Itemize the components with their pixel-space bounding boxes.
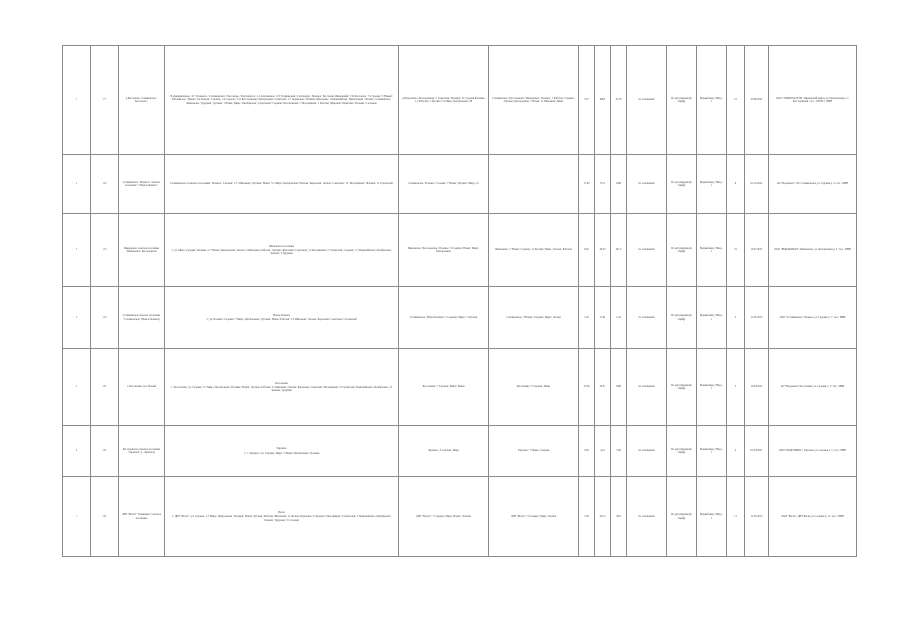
count-cell: 3	[727, 349, 745, 426]
address-list	[165, 214, 399, 287]
address-list-title: Ивановское поселение	[269, 244, 294, 248]
owner-cell: ДНТ "Весна" ¦ 7 Садовая ¦ Мира ¦ Новая ¦ Луговая	[399, 477, 489, 557]
value-3: 7,48	[611, 426, 627, 477]
address-cell: Сотниковское ¦ Бессоновское ¦ Ивановское ¦ Полевое ¦ 7 Рабочая ¦ Садовая ¦ Луговая ¦ Центральная ¦ 7 Новая ¦ 11 Школьная ¦ Мира	[489, 46, 579, 155]
settlement-name: Сотниковское сельское поселение "Сотниковское" (Новое Полевое)	[119, 287, 165, 349]
value-3: 1960	[611, 349, 627, 426]
value-2: 20,57	[595, 349, 611, 426]
value-1: 11,6	[579, 287, 595, 349]
owner-cell: Сотниковское ¦ Полевое ¦ Садовая ¦ 7 Новая ¦ Луговая ¦ Мира ¦ 21	[399, 155, 489, 214]
row-number: 7	[63, 477, 91, 557]
address-cell: Заречное ¦ 7 Новая ¦ Садовая	[489, 426, 579, 477]
kind-cell: Водный ввод ¦ Ввод - 1	[697, 287, 727, 349]
organization-cell: ООО "Весна", ДНТ Весна, ул. Садовая д. 11 ¦ тел. ¦ ИНН	[769, 477, 857, 557]
table-row	[63, 477, 857, 557]
count-cell: 21	[727, 46, 745, 155]
register-table	[62, 45, 857, 557]
date-cell: 10.07.2015	[745, 214, 769, 287]
value-3: 20,9	[611, 477, 627, 557]
registry-number: 365	[91, 349, 119, 426]
address-list-text: 1 ¦ Бессоновка ¦ ул. Садовая ¦ 5-7 Мира ¦ Центральная ¦ Полевая ¦ Новая ¦ Луговая ¦ Рабочая ¦ 11 Школьная ¦ Лесная ¦ Березовая ¦ Советская ¦ Молодёжная ¦ 3 Строителей ¦ Первомайская ¦ Октябрьская ¦ 15 Зеленая ¦ Трудовая	[170, 385, 393, 393]
settlement-name: Бессоновское сельское поселение "Заречное" (с. Заречное)	[119, 426, 165, 477]
tariff-cell: По регулируемому тарифу	[667, 214, 697, 287]
date-cell: 25.06.2022	[745, 46, 769, 155]
count-cell: 11	[727, 477, 745, 557]
value-2: 97,4	[595, 155, 611, 214]
address-cell: ДНТ "Весна" ¦ 5 Садовая ¦ Мира ¦ Лесная	[489, 477, 579, 557]
status-cell: по отношению	[627, 46, 667, 155]
address-list-text: 5 ¦ ул. Полевая ¦ Садовая ¦ 7 Мира ¦ Центральная ¦ Луговая ¦ Новая ¦ Рабочая ¦ 1-3 Школьная ¦ Лесная ¦ Березовая ¦ Советская ¦ Строителей	[206, 318, 357, 321]
value-2: 4,41	[595, 426, 611, 477]
table-row	[63, 46, 857, 155]
kind-cell: Водный ввод ¦ Ввод - 1	[697, 349, 727, 426]
registry-number: 156	[91, 287, 119, 349]
value-3: 1690	[611, 155, 627, 214]
address-cell	[489, 155, 579, 214]
tariff-cell: По регулируемому тарифу	[667, 426, 697, 477]
settlement-name: ДНТ "Весна" "Домашнее" сельское поселение	[119, 477, 165, 557]
status-cell: по отношению	[627, 155, 667, 214]
tariff-cell: По регулируемому тарифу	[667, 46, 697, 155]
value-1: 22,58	[579, 349, 595, 426]
address-list-title: Заречное	[276, 447, 287, 451]
address-cell: Сотниковское ¦ 3 Новая ¦ Садовая ¦ Мира ¦ Лесная	[489, 287, 579, 349]
row-number: 4	[63, 287, 91, 349]
address-cell: Ивановское ¦ 7 Новая ¦ Садовая ¦ 11 Луговая ¦ Мира ¦ Лесная ¦ Рабочая	[489, 214, 579, 287]
owner-cell: Ивановское ¦ Бессоновское ¦ Полевое ¦ 3 Садовая ¦ Новая ¦ Мира ¦ Центральная	[399, 214, 489, 287]
address-list-title: Новое Полевое	[273, 313, 290, 317]
kind-cell: Водный ввод ¦ Ввод - 1	[697, 46, 727, 155]
address-list-text: Сотниковского сельского поселения ¦ Полевое ¦ Садовая ¦ 1-3 ¦ Школьная ¦ Луговая ¦ Новая ¦ 5-7 Мира ¦ Центральная ¦ Рабочая ¦ Березовая ¦ Лесная ¦ Советская ¦ 15 ¦ Молодёжная ¦ Полевая ¦ 11 Строителей	[170, 182, 393, 186]
table-row	[63, 155, 857, 214]
settlement-name: Сотниковское "Полевое" сельское поселение "с.Новое Полевое"	[119, 155, 165, 214]
organization-cell: ООО "ВОДСЕРВИС", Заречное, ул. Садовая д. 5 ¦ тел. ¦ ИНН	[769, 426, 857, 477]
kind-cell: Водный ввод ¦ Ввод - 1	[697, 214, 727, 287]
value-1: 17,82	[579, 155, 595, 214]
kind-cell: Водный ввод ¦ Ввод - 1	[697, 477, 727, 557]
address-list	[165, 287, 399, 349]
owner-cell: Сотниковское ¦ Новое Полевое ¦ 5 Садовая ¦ Мира ¦ 7 Луговая	[399, 287, 489, 349]
address-list-title: Весна	[278, 511, 285, 515]
registry-number: 284	[91, 426, 119, 477]
address-list-title: Бессоновка	[275, 381, 288, 385]
settlement-name: Ивановское сельское поселение "Ивановское" Бессоновское	[119, 214, 165, 287]
address-list	[165, 155, 399, 214]
date-cell: 14.03.2012	[745, 349, 769, 426]
value-1: 6,02	[579, 214, 595, 287]
row-number: 5	[63, 349, 91, 426]
address-list	[165, 46, 399, 155]
date-cell: 01.12.2014	[745, 155, 769, 214]
organization-cell: АО "Водоканал" Бессоновка, ул. Садовая д. 3 ¦ тел. ¦ ИНН	[769, 349, 857, 426]
row-number: 6	[63, 426, 91, 477]
address-list-text: 1 ¦ с. Заречное ¦ ул. Садовая ¦ Мира ¦ 5 Новая ¦ Центральная ¦ Полевая	[243, 451, 320, 455]
count-cell: 31	[727, 214, 745, 287]
tariff-cell: По регулируемому тарифу	[667, 477, 697, 557]
address-list	[165, 477, 399, 557]
count-cell: 8	[727, 155, 745, 214]
status-cell: по отношению	[627, 214, 667, 287]
organization-cell: АО "Водоканал" СП, Сотниковское, ул. Садовая д. 4 ¦ тел. ¦ ИНН	[769, 155, 857, 214]
table-row	[63, 349, 857, 426]
date-cell: 01.03.2021	[745, 426, 769, 477]
table-row	[63, 214, 857, 287]
value-2: 17,91	[595, 287, 611, 349]
value-3: 321,5	[611, 214, 627, 287]
value-2: 9905	[595, 46, 611, 155]
value-2: 29,55	[595, 214, 611, 287]
owner-cell: Заречное ¦ 3 Садовая ¦ Мира	[399, 426, 489, 477]
row-number: 3	[63, 214, 91, 287]
registry-number: 148	[91, 155, 119, 214]
value-3: 1,44	[611, 287, 627, 349]
tariff-cell: По регулируемому тарифу	[667, 349, 697, 426]
tariff-cell: По регулируемому тарифу	[667, 287, 697, 349]
owner-cell: Бессоновка ¦ 7 Садовая ¦ Мира ¦ Новая	[399, 349, 489, 426]
tariff-cell: По регулируемому тарифу	[667, 155, 697, 214]
address-cell: Бессоновка ¦ 5 Садовая ¦ Мира	[489, 349, 579, 426]
settlement-name: д.Бессоново, Сотниковское ¦ Бессоново ¦	[119, 46, 165, 155]
value-2: 20,12	[595, 477, 611, 557]
address-list-text: В-муниципальное ¦ 27 ¦ Большого ¦ Сотниковского ¦ Бессоново, ¦ Петровского ¦ 1-1-Ключевское ¦ 2/3 ¦ Порядковый ¦ участковую ¦ Полевое ¦ Бессоново Ивановский ¦ 7-К Бессоново ¦ 7-Строевая ¦ 5 Новый ¦ Рабочий пер. ¦ Новая ¦ 4-я Зеленая ¦ Садовая, 1-4 Соколов ¦ 5-11 Бессоновская ¦ Центральная ¦ Советская ¦ 1-7 Апраксина ¦ Полевая ¦ Школьная ¦ 1 Первомайская ¦ Центральная ¦ Лесная ¦ Сотниковское ¦ Ивановское ¦ Трудовая ¦ Луговая ¦ 7 Новая ¦ Мира ¦ Октябрьская ¦ Строителей ¦ Садовая ¦ Бессоновская ¦ 7 Молодёжная ¦ 1 Рабочая ¦ Широкая ¦ Береговая ¦ Полевая ¦ Сосновая	[170, 95, 393, 105]
address-list	[165, 426, 399, 477]
date-cell: 11.05.2013	[745, 477, 769, 557]
date-cell: 11.05.2013	[745, 287, 769, 349]
count-cell: 2	[727, 287, 745, 349]
owner-cell: д.Петровского, Бессоновская ¦ 7 Советская ¦ Полевая ¦ 21 Садовая Большая, 1-7 Рабочая ¦ 5 Луговая ¦ 13 Мира ¦ Центральная ¦ 28	[399, 46, 489, 155]
value-3: 41,79	[611, 46, 627, 155]
row-number: 1	[63, 46, 91, 155]
status-cell: по отношению	[627, 287, 667, 349]
status-cell: по отношению	[627, 349, 667, 426]
registry-number: 177	[91, 46, 119, 155]
table-row	[63, 287, 857, 349]
status-cell: по отношению	[627, 426, 667, 477]
organization-cell: ООО "Сотниковское" Полевое, ул. Садовая д. 7 ¦ тел. ¦ ИНН	[769, 287, 857, 349]
value-1: 22,8	[579, 426, 595, 477]
address-list	[165, 349, 399, 426]
value-1: 13,9	[579, 477, 595, 557]
kind-cell: Водный ввод ¦ Ввод - 1	[697, 426, 727, 477]
table-body	[63, 46, 857, 557]
registry-number: 260	[91, 477, 119, 557]
address-list-text: 1 ¦ ДНТ "Весна" ¦ ул. Садовая ¦ 1-7 Мира ¦ Центральная ¦ Полевая ¦ Новая ¦ Луговая ¦ Рабочая ¦ Школьная ¦ 11 Лесная ¦ Березовая ¦ Советская ¦ Молодёжная ¦ Строителей ¦ 5 Первомайская ¦ Октябрьская ¦ Зеленая ¦ Трудовая ¦ 3 Сосновая	[171, 515, 392, 522]
organization-cell: ООО "ЭЛЕКТРОСЕТИ", Ивановский район, ул. Центральная д. 7, Бессоновский ¦ тел. ¦ ОГРН 1 ¦ ИНН	[769, 46, 857, 155]
registry-number: 150	[91, 214, 119, 287]
count-cell: 4	[727, 426, 745, 477]
value-1: 73,7	[579, 46, 595, 155]
table-row	[63, 426, 857, 477]
organization-cell: ООО "ВОДОКАНАЛ", Ивановское, ул. Центральная д. 5 ¦ тел. ¦ ИНН	[769, 214, 857, 287]
settlement-name: г. Бессоновка, пос. Новый	[119, 349, 165, 426]
row-number: 2	[63, 155, 91, 214]
address-list-text: 1 ¦ ул. Мира ¦ Садовая ¦ Полевая ¦ 1-7 Новая ¦ Центральная ¦ Лесная ¦ 5 Школьная ¦ Рабочая ¦ Луговая ¦ Березовая ¦ Советская ¦ 11 Молодёжная ¦ 7 Строителей ¦ Садовая ¦ 1-5 Первомайская ¦ Октябрьская ¦ Зеленая ¦ 3 Трудовая	[171, 248, 392, 256]
status-cell: по отношению	[627, 477, 667, 557]
kind-cell: Водный ввод ¦ Ввод - 1	[697, 155, 727, 214]
